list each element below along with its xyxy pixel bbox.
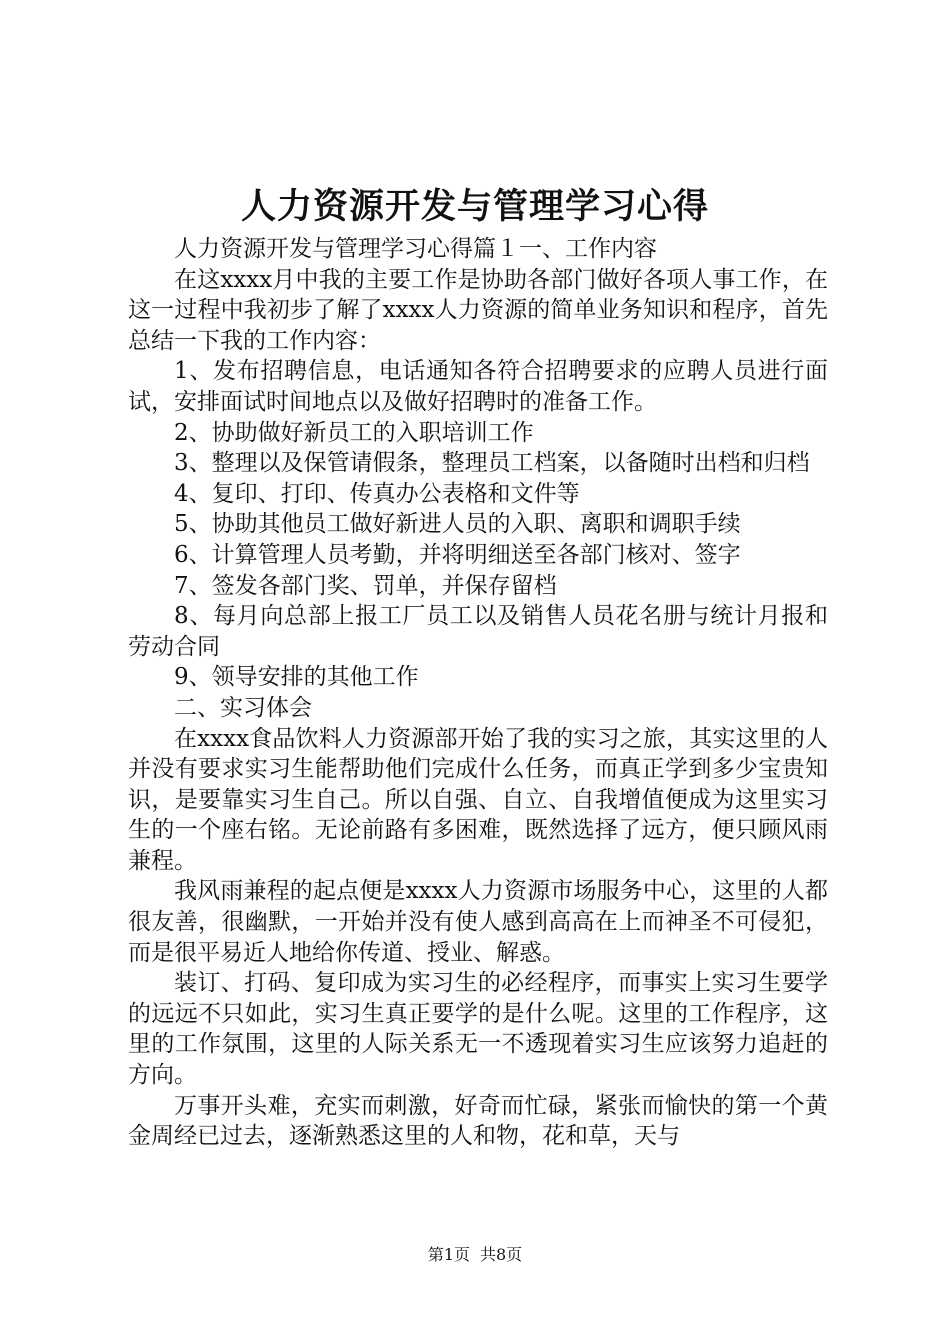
paragraph-body: 万事开头难，充实而刺激，好奇而忙碌，紧张而愉快的第一个黄金周经已过去，逐渐熟悉这里的人和物，花和草，天与 <box>128 1092 828 1150</box>
paragraph-body: 装订、打码、复印成为实习生的必经程序，而事实上实习生要学的远远不只如此，实习生真正要学的是什么呢。这里的工作程序，这里的工作氛围，这里的人际关系无一不透现着实习生应该努力追赶的方向。 <box>128 970 828 1089</box>
list-item-9: 9、领导安排的其他工作 <box>174 664 419 691</box>
list-item-5: 5、协助其他员工做好新进人员的入职、离职和调职手续 <box>174 511 741 538</box>
paragraph-intro: 在这xxxx月中我的主要工作是协助各部门做好各项人事工作，在这一过程中我初步了解了xxxx人力资源的简单业务知识和程序，首先总结一下我的工作内容： <box>128 266 828 354</box>
list-item-6: 6、计算管理人员考勤，并将明细送至各部门核对、签字 <box>174 541 741 568</box>
list-item-2: 2、协助做好新员工的入职培训工作 <box>174 419 534 446</box>
document-title: 人力资源开发与管理学习心得 <box>240 186 709 227</box>
list-item-1: 1、发布招聘信息，电话通知各符合招聘要求的应聘人员进行面试，安排面试时间地点以及做好招聘时的准备工作。 <box>128 358 828 415</box>
paragraph-body: 在xxxx食品饮料人力资源部开始了我的实习之旅，其实这里的人并没有要求实习生能帮助他们完成什么任务，而真正学到多少宝贵知识，是要靠实习生自己。所以自强、自立、自我增值便成为这里实习生的一个座右铭。无论前路有多困难，既然选择了远方，便只顾风雨兼程。 <box>128 725 828 874</box>
list-item-4: 4、复印、打印、传真办公表格和文件等 <box>174 480 580 507</box>
page-total: 共8页 <box>480 1245 523 1264</box>
page-number: 第1页 <box>427 1245 470 1264</box>
list-item-8: 8、每月向总部上报工厂员工以及销售人员花名册与统计月报和劳动合同 <box>128 603 828 660</box>
page-footer <box>0 1244 950 1266</box>
paragraph-body: 我风雨兼程的起点便是xxxx人力资源市场服务中心，这里的人都很友善，很幽默，一开始并没有使人感到高高在上而神圣不可侵犯，而是很平易近人地给你传道、授业、解惑。 <box>128 878 828 966</box>
list-item-7: 7、签发各部门奖、罚单，并保存留档 <box>174 572 557 599</box>
document-body <box>128 234 828 1152</box>
paragraph-heading-2: 二、实习体会 <box>174 694 312 721</box>
paragraph-heading-1: 人力资源开发与管理学习心得篇１一、工作内容 <box>174 236 657 262</box>
list-item-3: 3、整理以及保管请假条，整理员工档案，以备随时出档和归档 <box>174 450 810 477</box>
